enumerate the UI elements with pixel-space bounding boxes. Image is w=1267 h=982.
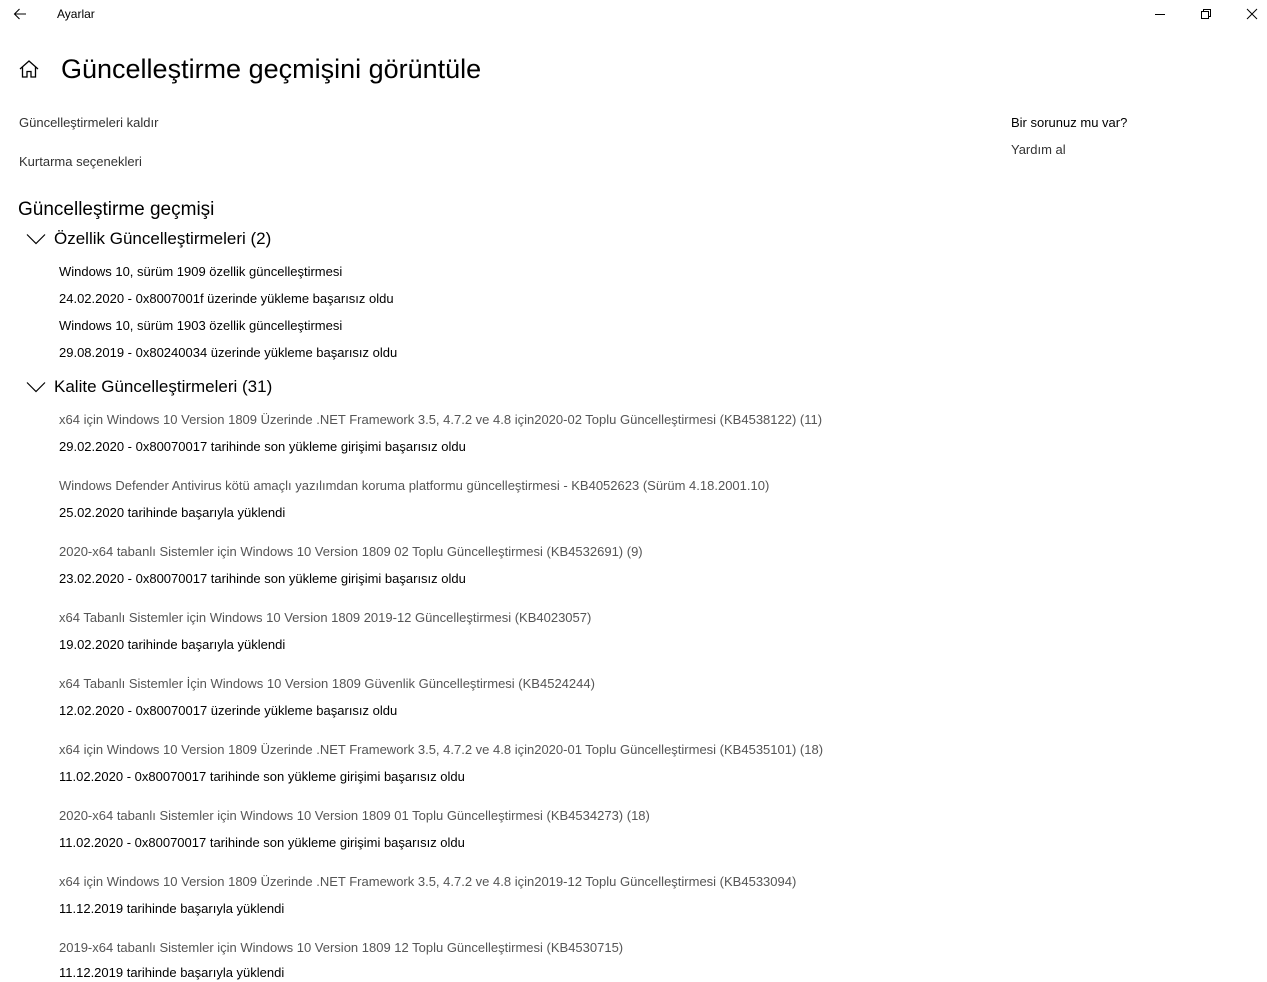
quality-updates-label: Kalite Güncelleştirmeleri (31): [54, 377, 273, 396]
quality-update-link[interactable]: x64 Tabanlı Sistemler İçin Windows 10 Version 1809 Güvenlik Güncelleştirmesi (KB4524244): [59, 676, 595, 691]
quality-update-link[interactable]: x64 Tabanlı Sistemler için Windows 10 Version 1809 2019-12 Güncelleştirmesi (KB4023057): [59, 610, 592, 625]
feature-update-title: Windows 10, sürüm 1903 özellik güncelleştirmesi: [59, 318, 343, 333]
quality-update-status: 19.02.2020 tarihinde başarıyla yüklendi: [59, 637, 286, 652]
home-button[interactable]: [16, 56, 42, 82]
restore-icon: [1200, 8, 1212, 20]
window-title: Ayarlar: [57, 7, 95, 21]
quality-update-link[interactable]: x64 için Windows 10 Version 1809 Üzerinde .NET Framework 3.5, 4.7.2 ve 4.8 için2019-12 Toplu Güncelleştirmesi (KB4533094): [59, 874, 797, 889]
quality-update-link[interactable]: Windows Defender Antivirus kötü amaçlı yazılımdan koruma platformu güncelleştirmesi - KB4052623 (Sürüm 4.18.2001.10): [59, 478, 770, 493]
home-icon: [18, 58, 40, 80]
feature-update-title: Windows 10, sürüm 1909 özellik güncelleştirmesi: [59, 264, 343, 279]
feature-update-status: 29.08.2019 - 0x80240034 üzerinde yükleme başarısız oldu: [59, 345, 398, 360]
help-question-heading: Bir sorunuz mu var?: [1011, 115, 1128, 130]
quality-update-link[interactable]: 2020-x64 tabanlı Sistemler için Windows 10 Version 1809 01 Toplu Güncelleştirmesi (KB4534273) (18): [59, 808, 650, 823]
feature-update-status: 24.02.2020 - 0x8007001f üzerinde yükleme başarısız oldu: [59, 291, 394, 306]
quality-update-link[interactable]: x64 için Windows 10 Version 1809 Üzerinde .NET Framework 3.5, 4.7.2 ve 4.8 için2020-01 Toplu Güncelleştirmesi (KB4535101) (18): [59, 742, 824, 757]
quality-update-status: 11.02.2020 - 0x80070017 tarihinde son yükleme girişimi başarısız oldu: [59, 835, 465, 850]
quality-update-status: 11.12.2019 tarihinde başarıyla yüklendi: [59, 965, 285, 980]
quality-update-status: 29.02.2020 - 0x80070017 tarihinde son yükleme girişimi başarısız oldu: [59, 439, 466, 454]
uninstall-updates-link[interactable]: Güncelleştirmeleri kaldır: [19, 115, 159, 130]
chevron-down-icon: [24, 375, 48, 399]
quality-update-link[interactable]: 2019-x64 tabanlı Sistemler için Windows 10 Version 1809 12 Toplu Güncelleştirmesi (KB4530715): [59, 940, 624, 955]
quality-updates-group-header[interactable]: [24, 374, 272, 400]
quality-update-link[interactable]: x64 için Windows 10 Version 1809 Üzerinde .NET Framework 3.5, 4.7.2 ve 4.8 için2020-02 Toplu Güncelleştirmesi (KB4538122) (11): [59, 412, 823, 427]
quality-update-link[interactable]: 2020-x64 tabanlı Sistemler için Windows 10 Version 1809 02 Toplu Güncelleştirmesi (KB4532691) (9): [59, 544, 643, 559]
quality-update-status: 12.02.2020 - 0x80070017 üzerinde yükleme başarısız oldu: [59, 703, 398, 718]
feature-updates-label: Özellik Güncelleştirmeleri (2): [54, 229, 272, 248]
quality-update-status: 25.02.2020 tarihinde başarıyla yüklendi: [59, 505, 286, 520]
back-button[interactable]: [2, 0, 38, 28]
get-help-link[interactable]: Yardım al: [1011, 142, 1066, 157]
update-history-heading: Güncelleştirme geçmişi: [18, 199, 215, 220]
restore-button[interactable]: [1183, 0, 1229, 28]
feature-updates-group-header[interactable]: [24, 226, 271, 252]
minimize-icon: [1154, 8, 1166, 20]
page-title: Güncelleştirme geçmişini görüntüle: [61, 54, 482, 84]
close-icon: [1246, 8, 1258, 20]
close-button[interactable]: [1229, 0, 1267, 28]
quality-update-status: 23.02.2020 - 0x80070017 tarihinde son yükleme girişimi başarısız oldu: [59, 571, 466, 586]
quality-update-status: 11.02.2020 - 0x80070017 tarihinde son yükleme girişimi başarısız oldu: [59, 769, 465, 784]
minimize-button[interactable]: [1137, 0, 1183, 28]
recovery-options-link[interactable]: Kurtarma seçenekleri: [19, 154, 142, 169]
quality-update-status: 11.12.2019 tarihinde başarıyla yüklendi: [59, 901, 285, 916]
chevron-down-icon: [24, 227, 48, 251]
back-arrow-icon: [13, 7, 27, 21]
